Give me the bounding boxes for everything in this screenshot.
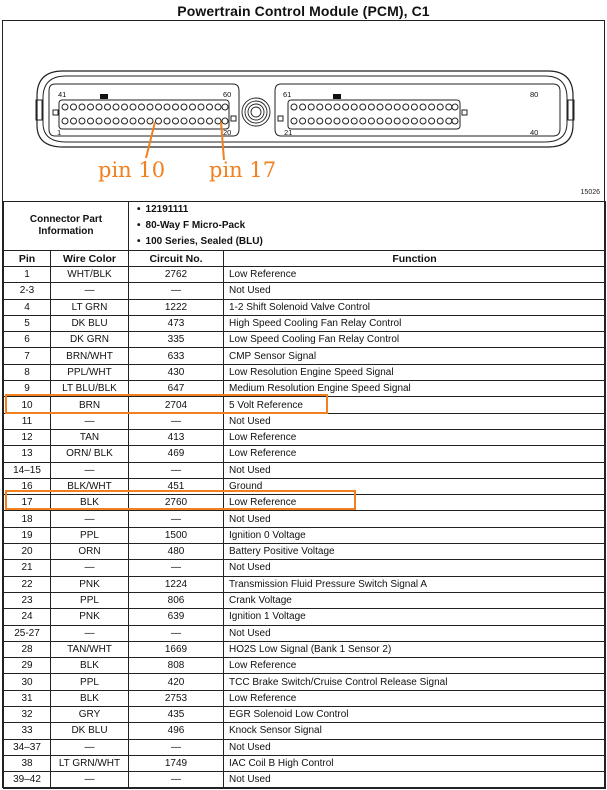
function-cell: Ignition 1 Voltage bbox=[224, 609, 606, 625]
document-frame bbox=[2, 20, 605, 788]
connector-info-row bbox=[4, 202, 606, 251]
figure-id: 15026 bbox=[580, 189, 600, 196]
callout-pin-17: pin 17 bbox=[209, 158, 277, 182]
function-cell: Transmission Fluid Pressure Switch Signal A bbox=[224, 576, 606, 592]
wire-color-cell: TAN/WHT bbox=[51, 641, 129, 657]
pin-cell: 23 bbox=[4, 592, 51, 608]
function-cell: Low Reference bbox=[224, 446, 606, 462]
circuit-cell: 1222 bbox=[129, 299, 224, 315]
svg-text:60: 60 bbox=[223, 90, 232, 99]
pin-cell: 1 bbox=[4, 267, 51, 283]
pin-cell: 6 bbox=[4, 332, 51, 348]
wire-color-cell: PPL bbox=[51, 592, 129, 608]
circuit-cell: 1500 bbox=[129, 527, 224, 543]
callout-pin-10: pin 10 bbox=[98, 158, 166, 182]
table-row bbox=[4, 397, 606, 413]
wire-color-cell: — bbox=[51, 625, 129, 641]
connector-info-label: Connector Part Information bbox=[4, 202, 129, 251]
circuit-cell: — bbox=[129, 283, 224, 299]
wire-color-cell: BLK/WHT bbox=[51, 478, 129, 494]
circuit-cell: — bbox=[129, 413, 224, 429]
connector-face-icon bbox=[3, 21, 606, 201]
function-cell: Not Used bbox=[224, 739, 606, 755]
svg-text:1: 1 bbox=[57, 128, 62, 137]
circuit-cell: 451 bbox=[129, 478, 224, 494]
header-circuit: Circuit No. bbox=[129, 251, 224, 267]
function-cell: Low Speed Cooling Fan Relay Control bbox=[224, 332, 606, 348]
pin-cell: 30 bbox=[4, 674, 51, 690]
table-row bbox=[4, 511, 606, 527]
function-cell: Low Reference bbox=[224, 267, 606, 283]
pin-cell: 10 bbox=[4, 397, 51, 413]
function-cell: Ignition 0 Voltage bbox=[224, 527, 606, 543]
circuit-cell: 1669 bbox=[129, 641, 224, 657]
header-function: Function bbox=[224, 251, 606, 267]
circuit-cell: — bbox=[129, 560, 224, 576]
pin-cell: 19 bbox=[4, 527, 51, 543]
function-cell: Medium Resolution Engine Speed Signal bbox=[224, 381, 606, 397]
wire-color-cell: LT GRN/WHT bbox=[51, 755, 129, 771]
circuit-cell: 496 bbox=[129, 723, 224, 739]
svg-text:21: 21 bbox=[284, 128, 293, 137]
circuit-cell: 2753 bbox=[129, 690, 224, 706]
table-row bbox=[4, 364, 606, 380]
svg-text:41: 41 bbox=[58, 90, 67, 99]
circuit-cell: 480 bbox=[129, 544, 224, 560]
function-cell: CMP Sensor Signal bbox=[224, 348, 606, 364]
table-row bbox=[4, 723, 606, 739]
wire-color-cell: — bbox=[51, 413, 129, 429]
circuit-cell: — bbox=[129, 772, 224, 788]
wire-color-cell: BRN bbox=[51, 397, 129, 413]
pin-cell: 12 bbox=[4, 429, 51, 445]
circuit-cell: 469 bbox=[129, 446, 224, 462]
wire-color-cell: DK GRN bbox=[51, 332, 129, 348]
pin-cell: 21 bbox=[4, 560, 51, 576]
function-cell: Low Reference bbox=[224, 429, 606, 445]
table-row bbox=[4, 576, 606, 592]
wire-color-cell: PNK bbox=[51, 609, 129, 625]
table-row bbox=[4, 772, 606, 788]
function-cell: Not Used bbox=[224, 625, 606, 641]
pin-cell: 29 bbox=[4, 658, 51, 674]
circuit-cell: — bbox=[129, 462, 224, 478]
function-cell: Not Used bbox=[224, 413, 606, 429]
wire-color-cell: DK BLU bbox=[51, 723, 129, 739]
circuit-cell: 2762 bbox=[129, 267, 224, 283]
pin-cell: 31 bbox=[4, 690, 51, 706]
pin-cell: 8 bbox=[4, 364, 51, 380]
table-row bbox=[4, 348, 606, 364]
page-title: Powertrain Control Module (PCM), C1 bbox=[177, 3, 430, 19]
wire-color-cell: TAN bbox=[51, 429, 129, 445]
circuit-cell: 1224 bbox=[129, 576, 224, 592]
table-row bbox=[4, 592, 606, 608]
svg-text:61: 61 bbox=[283, 90, 292, 99]
table-row bbox=[4, 674, 606, 690]
function-cell: EGR Solenoid Low Control bbox=[224, 707, 606, 723]
wire-color-cell: PPL bbox=[51, 527, 129, 543]
function-cell: Not Used bbox=[224, 511, 606, 527]
circuit-cell: 633 bbox=[129, 348, 224, 364]
table-row bbox=[4, 446, 606, 462]
circuit-cell: 2760 bbox=[129, 495, 224, 511]
function-cell: Low Reference bbox=[224, 690, 606, 706]
svg-text:20: 20 bbox=[223, 128, 232, 137]
function-cell: Knock Sensor Signal bbox=[224, 723, 606, 739]
pin-cell: 13 bbox=[4, 446, 51, 462]
table-row bbox=[4, 429, 606, 445]
table-row bbox=[4, 755, 606, 771]
circuit-cell: 430 bbox=[129, 364, 224, 380]
table-row bbox=[4, 625, 606, 641]
wire-color-cell: LT BLU/BLK bbox=[51, 381, 129, 397]
wire-color-cell: BRN/WHT bbox=[51, 348, 129, 364]
wire-color-cell: DK BLU bbox=[51, 315, 129, 331]
wire-color-cell: GRY bbox=[51, 707, 129, 723]
pin-cell: 4 bbox=[4, 299, 51, 315]
function-cell: IAC Coil B High Control bbox=[224, 755, 606, 771]
pin-cell: 25-27 bbox=[4, 625, 51, 641]
pin-cell: 33 bbox=[4, 723, 51, 739]
table-row bbox=[4, 267, 606, 283]
wire-color-cell: — bbox=[51, 739, 129, 755]
circuit-cell: 639 bbox=[129, 609, 224, 625]
wire-color-cell: — bbox=[51, 772, 129, 788]
table-row bbox=[4, 413, 606, 429]
pin-cell: 32 bbox=[4, 707, 51, 723]
function-cell: Crank Voltage bbox=[224, 592, 606, 608]
table-row bbox=[4, 299, 606, 315]
pin-cell: 17 bbox=[4, 495, 51, 511]
connector-info-list bbox=[129, 202, 606, 251]
connector-diagram bbox=[3, 21, 606, 201]
circuit-cell: 808 bbox=[129, 658, 224, 674]
wire-color-cell: PNK bbox=[51, 576, 129, 592]
table-row bbox=[4, 609, 606, 625]
pin-cell: 34–37 bbox=[4, 739, 51, 755]
table-row bbox=[4, 332, 606, 348]
table-row bbox=[4, 544, 606, 560]
function-cell: Not Used bbox=[224, 462, 606, 478]
table-row bbox=[4, 495, 606, 511]
circuit-cell: 413 bbox=[129, 429, 224, 445]
circuit-cell: 2704 bbox=[129, 397, 224, 413]
wire-color-cell: — bbox=[51, 511, 129, 527]
pin-cell: 7 bbox=[4, 348, 51, 364]
circuit-cell: 806 bbox=[129, 592, 224, 608]
connector-part-number: • 12191111 bbox=[137, 202, 605, 218]
wire-color-cell: ORN/ BLK bbox=[51, 446, 129, 462]
connector-series: • 100 Series, Sealed (BLU) bbox=[137, 234, 605, 250]
header-wire-color: Wire Color bbox=[51, 251, 129, 267]
wire-color-cell: PPL bbox=[51, 674, 129, 690]
header-pin: Pin bbox=[4, 251, 51, 267]
table-row bbox=[4, 739, 606, 755]
pin-cell: 9 bbox=[4, 381, 51, 397]
function-cell: Ground bbox=[224, 478, 606, 494]
wire-color-cell: — bbox=[51, 283, 129, 299]
wire-color-cell: BLK bbox=[51, 495, 129, 511]
function-cell: 1-2 Shift Solenoid Valve Control bbox=[224, 299, 606, 315]
circuit-cell: — bbox=[129, 625, 224, 641]
connector-type: • 80-Way F Micro-Pack bbox=[137, 218, 605, 234]
pin-cell: 11 bbox=[4, 413, 51, 429]
function-cell: Not Used bbox=[224, 283, 606, 299]
wire-color-cell: PPL/WHT bbox=[51, 364, 129, 380]
circuit-cell: 1749 bbox=[129, 755, 224, 771]
pin-cell: 38 bbox=[4, 755, 51, 771]
pin-cell: 16 bbox=[4, 478, 51, 494]
pin-cell: 39–42 bbox=[4, 772, 51, 788]
function-cell: Not Used bbox=[224, 772, 606, 788]
pin-cell: 18 bbox=[4, 511, 51, 527]
pin-cell: 28 bbox=[4, 641, 51, 657]
table-row bbox=[4, 560, 606, 576]
function-cell: Low Reference bbox=[224, 658, 606, 674]
table-row bbox=[4, 690, 606, 706]
table-row bbox=[4, 658, 606, 674]
wire-color-cell: — bbox=[51, 560, 129, 576]
circuit-cell: — bbox=[129, 511, 224, 527]
function-cell: 5 Volt Reference bbox=[224, 397, 606, 413]
circuit-cell: 435 bbox=[129, 707, 224, 723]
function-cell: Low Reference bbox=[224, 495, 606, 511]
circuit-cell: 473 bbox=[129, 315, 224, 331]
function-cell: Battery Positive Voltage bbox=[224, 544, 606, 560]
pin-cell: 20 bbox=[4, 544, 51, 560]
table-row bbox=[4, 381, 606, 397]
circuit-cell: — bbox=[129, 739, 224, 755]
table-row bbox=[4, 707, 606, 723]
svg-text:40: 40 bbox=[530, 128, 539, 137]
function-cell: Not Used bbox=[224, 560, 606, 576]
table-row bbox=[4, 462, 606, 478]
function-cell: Low Resolution Engine Speed Signal bbox=[224, 364, 606, 380]
pin-cell: 24 bbox=[4, 609, 51, 625]
function-cell: TCC Brake Switch/Cruise Control Release Signal bbox=[224, 674, 606, 690]
table-header bbox=[4, 251, 606, 267]
pin-cell: 5 bbox=[4, 315, 51, 331]
table-row bbox=[4, 641, 606, 657]
wire-color-cell: WHT/BLK bbox=[51, 267, 129, 283]
pin-cell: 2-3 bbox=[4, 283, 51, 299]
table-row bbox=[4, 283, 606, 299]
wire-color-cell: — bbox=[51, 462, 129, 478]
function-cell: HO2S Low Signal (Bank 1 Sensor 2) bbox=[224, 641, 606, 657]
wire-color-cell: LT GRN bbox=[51, 299, 129, 315]
pin-cell: 22 bbox=[4, 576, 51, 592]
circuit-cell: 420 bbox=[129, 674, 224, 690]
function-cell: High Speed Cooling Fan Relay Control bbox=[224, 315, 606, 331]
wire-color-cell: ORN bbox=[51, 544, 129, 560]
table-row bbox=[4, 527, 606, 543]
svg-text:80: 80 bbox=[530, 90, 539, 99]
table-row bbox=[4, 478, 606, 494]
circuit-cell: 647 bbox=[129, 381, 224, 397]
wire-color-cell: BLK bbox=[51, 658, 129, 674]
wire-color-cell: BLK bbox=[51, 690, 129, 706]
circuit-cell: 335 bbox=[129, 332, 224, 348]
pin-cell: 14–15 bbox=[4, 462, 51, 478]
table-row bbox=[4, 315, 606, 331]
pinout-table bbox=[3, 201, 606, 789]
